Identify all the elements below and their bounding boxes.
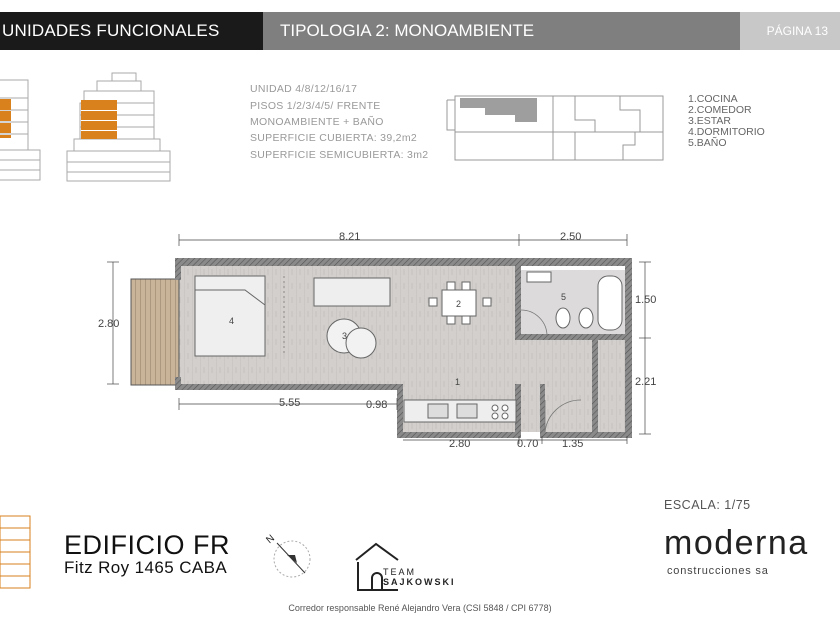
dimension-label: 0.98 xyxy=(366,399,388,411)
dimension-label: 2.80 xyxy=(449,438,471,450)
balcony-deck xyxy=(131,279,179,385)
dimension-label: 1.50 xyxy=(635,294,657,306)
north-label: N xyxy=(264,532,277,547)
company-logo: moderna xyxy=(664,524,809,562)
dimension-label: 1.35 xyxy=(562,438,584,450)
legend-item: 2.COMEDOR xyxy=(688,104,752,116)
dimension-label: 8.21 xyxy=(339,231,361,243)
building-elevation-thumbnail xyxy=(0,510,34,590)
sofa xyxy=(314,278,390,306)
dimension-label: 2.80 xyxy=(98,318,120,330)
dimension-label: 2.50 xyxy=(560,231,582,243)
unit-info-line: SUPERFICIE SEMICUBIERTA: 3m2 xyxy=(250,149,429,161)
legend-item: 5.BAÑO xyxy=(688,137,727,149)
legend-item: 4.DORMITORIO xyxy=(688,126,765,138)
room-number: 2 xyxy=(456,299,462,309)
building-name: EDIFICIO FR xyxy=(64,530,230,560)
room-number: 1 xyxy=(455,377,461,387)
room-number: 3 xyxy=(342,331,348,341)
page-number: PÁGINA 13 xyxy=(740,12,840,50)
team-logo-line1: TEAM xyxy=(383,567,417,577)
room-number: 5 xyxy=(561,292,567,302)
coffee-table xyxy=(346,328,376,358)
unit-info-line: UNIDAD 4/8/12/16/17 xyxy=(250,83,358,95)
legend-item: 1.COCINA xyxy=(688,93,738,105)
unit-info-line: SUPERFICIE CUBIERTA: 39,2m2 xyxy=(250,132,418,144)
footer-credit: Corredor responsable René Alejandro Vera (CSI 5848 / CPI 6778) xyxy=(288,603,552,613)
room-number: 4 xyxy=(229,316,235,326)
team-logo-line2: SAJKOWSKI xyxy=(383,577,456,587)
building-address: Fitz Roy 1465 CABA xyxy=(64,558,228,577)
typology-title: TIPOLOGIA 2: MONOAMBIENTE xyxy=(263,12,740,50)
legend-item: 3.ESTAR xyxy=(688,115,731,127)
kitchen-counter xyxy=(404,400,516,422)
dimension-label: 5.55 xyxy=(279,397,301,409)
company-subtitle: construcciones sa xyxy=(667,565,769,577)
scale-label: ESCALA: 1/75 xyxy=(664,498,751,512)
unit-info-line: MONOAMBIENTE + BAÑO xyxy=(250,116,384,128)
unit-info-line: PISOS 1/2/3/4/5/ FRENTE xyxy=(250,100,381,112)
dimension-label: 2.21 xyxy=(635,376,657,388)
dimension-label: 0.70 xyxy=(517,438,539,450)
section-title: UNIDADES FUNCIONALES xyxy=(0,12,263,50)
